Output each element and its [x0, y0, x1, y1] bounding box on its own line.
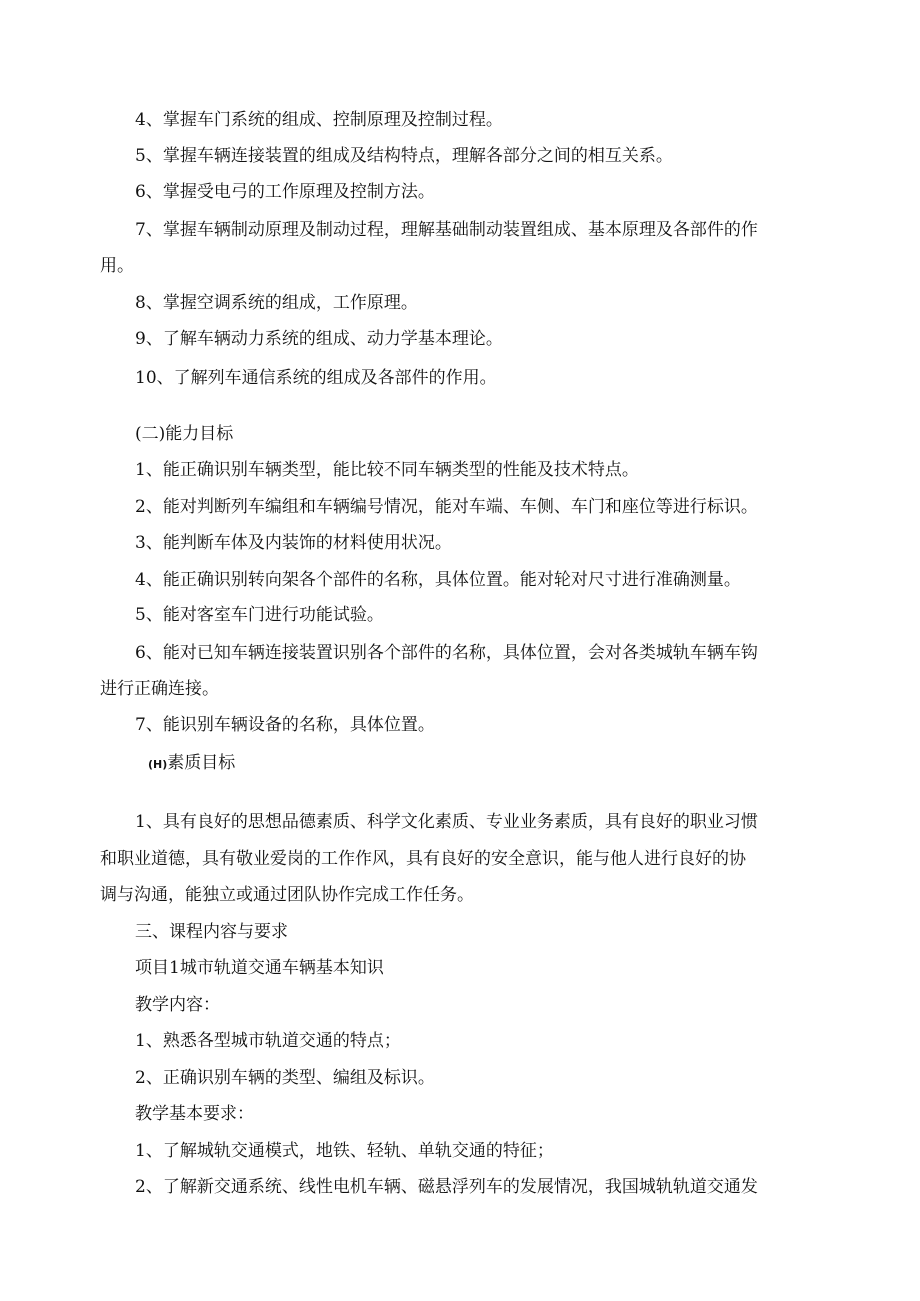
knowledge-item-5: 5、掌握车辆连接装置的组成及结构特点，理解各部分之间的相互关系。 — [135, 146, 673, 166]
quality-heading-prefix: (H) — [148, 758, 168, 771]
ability-item-4: 4、能正确识别转向架各个部件的名称，具体位置。能对轮对尺寸进行准确测量。 — [135, 570, 741, 590]
quality-item-1-cont-1: 和职业道德，具有敬业爱岗的工作作风，具有良好的安全意识，能与他人进行良好的协 — [100, 849, 746, 869]
basic-requirement-item-2: 2、了解新交通系统、线性电机车辆、磁悬浮列车的发展情况，我国城轨轨道交通发 — [135, 1177, 758, 1197]
section-three-heading: 三、课程内容与要求 — [135, 922, 288, 942]
ability-item-2: 2、能对判断列车编组和车辆编号情况，能对车端、车侧、车门和座位等进行标识。 — [135, 497, 758, 517]
quality-heading-text: 素质目标 — [167, 753, 236, 773]
knowledge-item-8: 8、掌握空调系统的组成，工作原理。 — [135, 293, 418, 313]
knowledge-item-7: 7、掌握车辆制动原理及制动过程，理解基础制动装置组成、基本原理及各部件的作 — [135, 220, 758, 240]
basic-requirement-item-1: 1、了解城轨交通模式，地铁、轻轨、单轨交通的特征； — [135, 1141, 554, 1161]
quality-item-1: 1、具有良好的思想品德素质、科学文化素质、专业业务素质，具有良好的职业习惯 — [135, 812, 758, 832]
knowledge-item-6: 6、掌握受电弓的工作原理及控制方法。 — [135, 182, 435, 202]
ability-item-6: 6、能对已知车辆连接装置识别各个部件的名称，具体位置，会对各类城轨车辆车钩 — [135, 643, 758, 663]
ability-item-6-cont: 进行正确连接。 — [100, 679, 219, 699]
quality-heading — [148, 752, 820, 776]
basic-requirements-label: 教学基本要求： — [135, 1104, 254, 1124]
knowledge-item-7-cont: 用。 — [100, 256, 134, 276]
quality-item-1-cont-2: 调与沟通，能独立或通过团队协作完成工作任务。 — [100, 885, 474, 905]
knowledge-item-10: 10、了解列车通信系统的组成及各部件的作用。 — [135, 368, 497, 388]
knowledge-item-4: 4、掌握车门系统的组成、控制原理及控制过程。 — [135, 110, 503, 130]
ability-heading: (二)能力目标 — [135, 424, 234, 444]
teaching-content-item-1: 1、熟悉各型城市轨道交通的特点； — [135, 1031, 401, 1051]
ability-item-7: 7、能识别车辆设备的名称，具体位置。 — [135, 715, 435, 735]
ability-item-3: 3、能判断车体及内装饰的材料使用状况。 — [135, 533, 452, 553]
ability-item-1: 1、能正确识别车辆类型，能比较不同车辆类型的性能及技术特点。 — [135, 460, 639, 480]
project-1-title: 项目1城市轨道交通车辆基本知识 — [135, 958, 384, 978]
teaching-content-label: 教学内容： — [135, 995, 220, 1015]
teaching-content-item-2: 2、正确识别车辆的类型、编组及标识。 — [135, 1068, 435, 1088]
ability-item-5: 5、能对客室车门进行功能试验。 — [135, 605, 384, 625]
knowledge-item-9: 9、了解车辆动力系统的组成、动力学基本理论。 — [135, 329, 503, 349]
